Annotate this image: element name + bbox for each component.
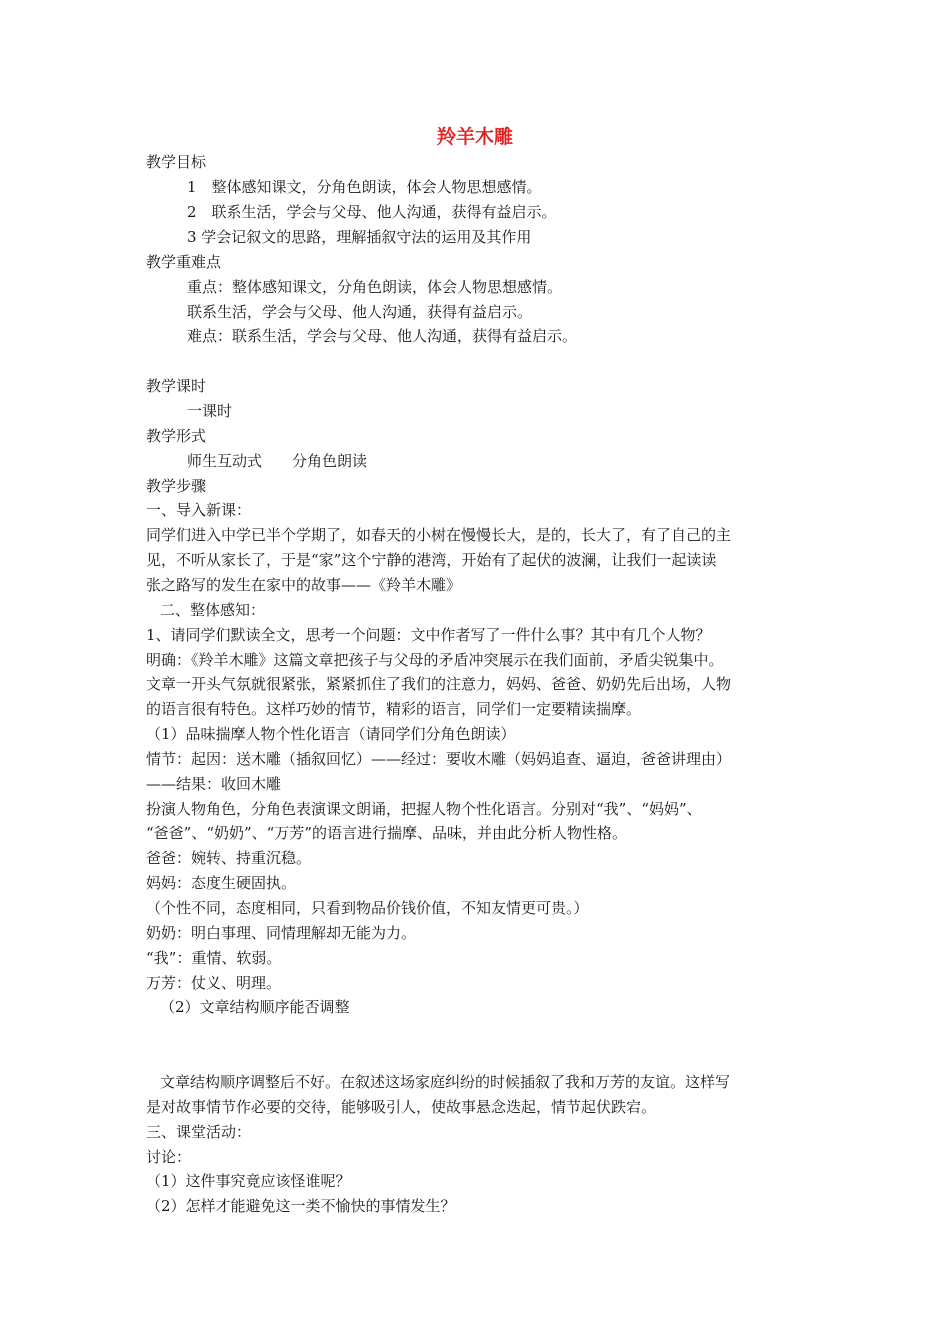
section-heading: 教学目标 bbox=[146, 153, 207, 171]
text-line: （1）这件事究竟应该怪谁呢？ bbox=[146, 1172, 351, 1190]
text-line: （2）文章结构顺序能否调整 bbox=[160, 998, 350, 1016]
text-line: 一课时 bbox=[187, 402, 233, 420]
page-title: 羚羊木雕 bbox=[436, 126, 513, 148]
text-line: “爸爸”、“奶奶”、“万芳”的语言进行揣摩、品味，并由此分析人物性格。 bbox=[146, 824, 628, 842]
text-line: 明确：《羚羊木雕》这篇文章把孩子与父母的矛盾冲突展示在我们面前，矛盾尖锐集中。 bbox=[146, 651, 724, 669]
text-line: 是对故事情节作必要的交待，能够吸引人，使故事悬念迭起，情节起伏跌宕。 bbox=[146, 1098, 657, 1116]
text-line: 讨论： bbox=[146, 1148, 192, 1166]
section-heading: 教学步骤 bbox=[146, 477, 207, 495]
text-line: 难点：联系生活，学会与父母、他人沟通，获得有益启示。 bbox=[187, 327, 578, 345]
section-heading: 教学重难点 bbox=[146, 253, 222, 271]
text-line: 文章一开头气氛就很紧张，紧紧抓住了我们的注意力，妈妈、爸爸、奶奶先后出场，人物 bbox=[146, 675, 732, 693]
text-line: 奶奶：明白事理、同情理解却无能为力。 bbox=[146, 924, 417, 942]
text-line: 一、导入新课： bbox=[146, 501, 252, 519]
text-line: 三、课堂活动： bbox=[146, 1123, 252, 1141]
text-line: 1 整体感知课文，分角色朗读，体会人物思想感情。 bbox=[187, 178, 542, 196]
text-line: 联系生活，学会与父母、他人沟通，获得有益启示。 bbox=[187, 303, 533, 321]
text-line: 妈妈：态度生硬固执。 bbox=[146, 874, 297, 892]
text-line: 文章结构顺序调整后不好。在叙述这场家庭纠纷的时候插叙了我和万芳的友谊。这样写 bbox=[160, 1073, 731, 1091]
text-line: （个性不同，态度相同，只看到物品价钱价值，不知友情更可贵。） bbox=[146, 899, 589, 917]
text-line: （2）怎样才能避免这一类不愉快的事情发生？ bbox=[146, 1197, 456, 1215]
section-heading: 教学形式 bbox=[146, 427, 207, 445]
text-line: ——结果：收回木雕 bbox=[146, 775, 282, 793]
text-line: 扮演人物角色，分角色表演课文朗诵，把握人物个性化语言。分别对“我”、“妈妈”、 bbox=[146, 800, 702, 818]
text-line: 2 联系生活，学会与父母、他人沟通，获得有益启示。 bbox=[187, 203, 557, 221]
text-line: 情节：起因：送木雕（插叙回忆）——经过：要收木雕（妈妈追查、逼迫，爸爸讲理由） bbox=[146, 750, 732, 768]
section-heading: 教学课时 bbox=[146, 377, 207, 395]
text-line: 1、请同学们默读全文，思考一个问题：文中作者写了一件什么事？其中有几个人物？ bbox=[146, 626, 711, 644]
text-line: 3 学会记叙文的思路，理解插叙守法的运用及其作用 bbox=[187, 228, 532, 246]
text-line: （1）品味揣摩人物个性化语言（请同学们分角色朗读） bbox=[146, 725, 516, 743]
text-line: 万芳：仗义、明理。 bbox=[146, 974, 282, 992]
text-line: 师生互动式 分角色朗读 bbox=[187, 452, 368, 470]
text-line: 爸爸：婉转、持重沉稳。 bbox=[146, 849, 312, 867]
text-line: “我”：重情、软弱。 bbox=[146, 949, 282, 967]
text-line: 见，不听从家长了，于是“家”这个宁静的港湾，开始有了起伏的波澜，让我们一起读读 bbox=[146, 551, 717, 569]
text-line: 张之路写的发生在家中的故事——《羚羊木雕》 bbox=[146, 576, 462, 594]
text-line: 同学们进入中学已半个学期了，如春天的小树在慢慢长大，是的，长大了，有了自己的主 bbox=[146, 526, 732, 544]
text-line: 的语言很有特色。这样巧妙的情节，精彩的语言，同学们一定要精读揣摩。 bbox=[146, 700, 642, 718]
text-line: 二、整体感知： bbox=[160, 601, 266, 619]
text-line: 重点：整体感知课文，分角色朗读，体会人物思想感情。 bbox=[187, 278, 563, 296]
